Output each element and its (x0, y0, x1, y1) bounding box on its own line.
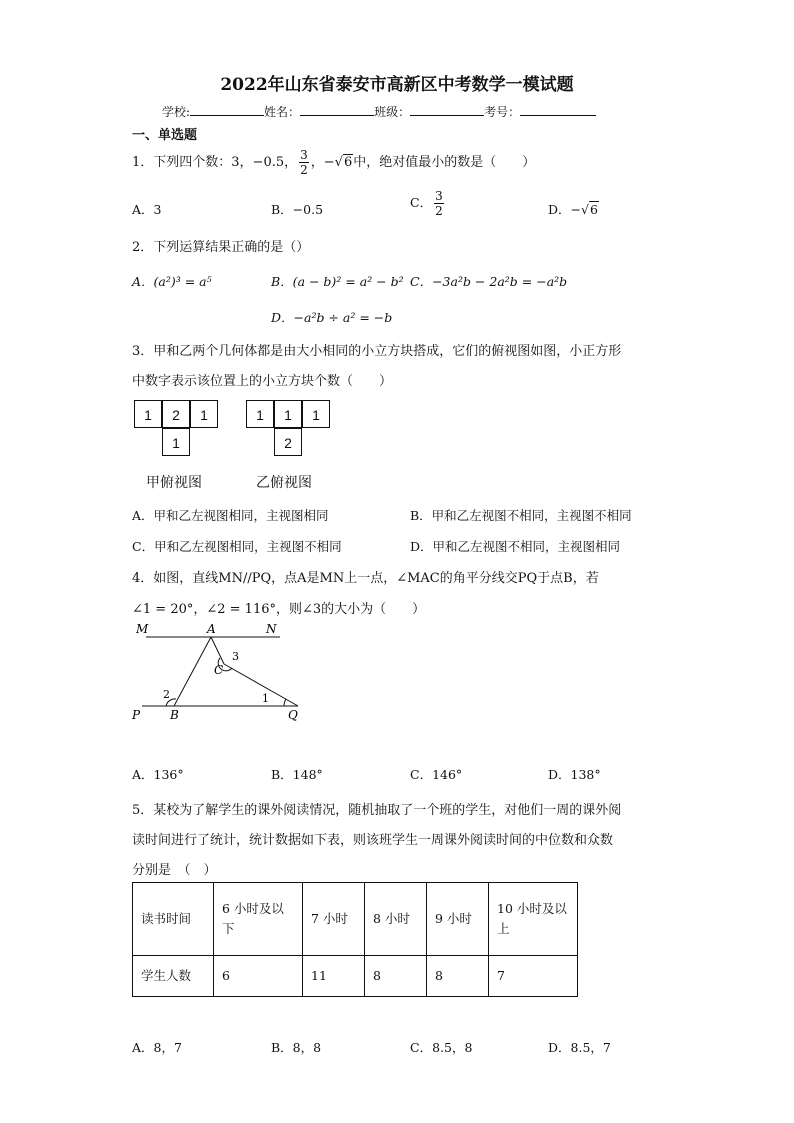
label-b: B (170, 708, 179, 722)
q1-fraction (299, 149, 309, 176)
yi-cell-1: 1 (246, 400, 274, 428)
question-4-stem-line-2: ∠1 = 20°，∠2 = 116°，则∠3的大小为（ ） (132, 602, 426, 617)
class-label: 班级： (374, 105, 411, 119)
q1-frac-den: 2 (300, 163, 308, 177)
q1-opt-d-label: D．− (548, 202, 581, 217)
q1-sqrt-val: 6 (343, 155, 353, 170)
q5-option-a[interactable]: A．8，7 (132, 1040, 182, 1055)
label-a: A (207, 622, 216, 636)
segment-ac (211, 637, 224, 664)
school-label: 学校: (162, 105, 191, 119)
q1-frac-num: 3 (300, 148, 308, 162)
question-5-stem-line-2: 读时间进行了统计，统计数据如下表，则该班学生一周课外阅读时间的中位数和众数 (132, 833, 614, 848)
table-header-cell: 7 小时 (303, 883, 365, 956)
jia-cell-bottom: 1 (162, 428, 190, 456)
q5-option-c[interactable]: C．8.5，8 (410, 1040, 473, 1055)
q1-opt-c-den: 2 (435, 204, 443, 218)
yi-cell-bottom: 2 (274, 428, 302, 456)
q3-option-b[interactable]: B．甲和乙左视图不相同，主视图不相同 (410, 508, 632, 523)
q2-option-c[interactable]: C．−3a²b − 2a²b = −a²b (410, 274, 568, 289)
q4-geometry-figure (128, 618, 318, 728)
q1-option-c[interactable] (410, 190, 446, 217)
q1-opt-d-sqrt: √6 (581, 202, 598, 217)
question-2-stem: 2．下列运算结果正确的是（） (132, 240, 310, 255)
label-m: M (136, 622, 149, 636)
table-header-cell: 读书时间 (133, 883, 214, 956)
table-row (133, 956, 578, 997)
table-cell: 8 (427, 956, 489, 997)
q2-option-b[interactable]: B．(a − b)² = a² − b² (271, 274, 404, 289)
q1-text-d: 中，绝对值最小的数是（ ） (353, 155, 536, 170)
q2-option-d[interactable]: D．−a²b ÷ a² = −b (271, 310, 393, 325)
school-blank (190, 103, 264, 116)
student-info-line (162, 103, 596, 120)
q1-opt-c-label: C． (410, 195, 433, 210)
name-blank (300, 103, 374, 116)
q1-option-a[interactable]: A．3 (132, 202, 162, 217)
label-q: Q (288, 708, 298, 722)
angle-1-arc (284, 699, 286, 706)
q1-opt-c-fraction (434, 190, 444, 217)
table-header-row (133, 883, 578, 956)
question-5-stem-line-3: 分别是 （ ） (132, 863, 217, 878)
table-header-cell: 10 小时及以上 (489, 883, 578, 956)
q3-option-c[interactable]: C．甲和乙左视图相同，主视图不相同 (132, 539, 342, 554)
table-cell: 学生人数 (133, 956, 214, 997)
segment-ab (174, 637, 211, 706)
q4-option-a[interactable]: A．136° (132, 767, 184, 782)
label-3: 3 (232, 650, 239, 663)
q5-option-b[interactable]: B．8，8 (271, 1040, 322, 1055)
q4-option-b[interactable]: B．148° (271, 767, 323, 782)
q1-text-b: −0.5， (252, 155, 298, 170)
yi-cell-2: 1 (274, 400, 302, 428)
table-cell: 7 (489, 956, 578, 997)
q3-option-d[interactable]: D．甲和乙左视图不相同，主视图相同 (410, 539, 621, 554)
question-4-stem-line-1: 4．如图，直线MN//PQ，点A是MN上一点，∠MAC的角平分线交PQ于点B，若 (132, 571, 599, 586)
reading-time-table (132, 882, 578, 997)
class-blank (410, 103, 484, 116)
question-3-stem-line-2: 中数字表示该位置上的小立方块个数（ ） (132, 374, 393, 389)
q3-option-a[interactable]: A．甲和乙左视图相同，主视图相同 (132, 508, 329, 523)
q1-opt-d-sqrt-val: 6 (589, 202, 598, 217)
section-heading: 一、单选题 (132, 128, 198, 143)
table-header-cell: 9 小时 (427, 883, 489, 956)
q1-opt-c-num: 3 (435, 189, 443, 203)
label-n: N (266, 622, 277, 636)
yi-cell-3: 1 (302, 400, 330, 428)
exam-no-blank (520, 103, 596, 116)
jia-cell-2: 2 (162, 400, 190, 428)
label-1: 1 (262, 692, 269, 705)
q1-text-c: ，− (310, 155, 335, 170)
question-1-stem (132, 149, 535, 176)
segment-cq (224, 664, 298, 706)
q1-option-d[interactable] (548, 200, 599, 218)
exam-no-label: 考号： (484, 105, 521, 119)
question-5-stem-line-1: 5．某校为了解学生的课外阅读情况，随机抽取了一个班的学生，对他们一周的课外阅 (132, 803, 622, 818)
table-header-cell: 8 小时 (365, 883, 427, 956)
q1-option-b[interactable]: B．−0.5 (271, 202, 324, 217)
jia-caption: 甲俯视图 (146, 474, 202, 490)
table-cell: 8 (365, 956, 427, 997)
label-2: 2 (163, 688, 170, 701)
label-p: P (132, 708, 141, 722)
q4-option-c[interactable]: C．146° (410, 767, 463, 782)
q1-sqrt: √6 (334, 155, 353, 170)
yi-caption: 乙俯视图 (256, 474, 312, 490)
jia-cell-3: 1 (190, 400, 218, 428)
table-cell: 11 (303, 956, 365, 997)
question-3-stem-line-1: 3．甲和乙两个几何体都是由大小相同的小立方块搭成，它们的俯视图如图，小正方形 (132, 344, 622, 359)
q5-option-d[interactable]: D．8.5，7 (548, 1040, 611, 1055)
table-header-cell: 6 小时及以下 (214, 883, 303, 956)
table-cell: 6 (214, 956, 303, 997)
q2-option-a[interactable]: A．(a²)³ = a⁵ (132, 274, 212, 289)
label-c: C (214, 663, 224, 677)
q1-text-a: 1．下列四个数：3， (132, 155, 253, 170)
q4-option-d[interactable]: D．138° (548, 767, 601, 782)
jia-cell-1: 1 (134, 400, 162, 428)
name-label: 姓名： (264, 105, 301, 119)
page-title: 2022年山东省泰安市高新区中考数学一模试题 (220, 75, 574, 95)
